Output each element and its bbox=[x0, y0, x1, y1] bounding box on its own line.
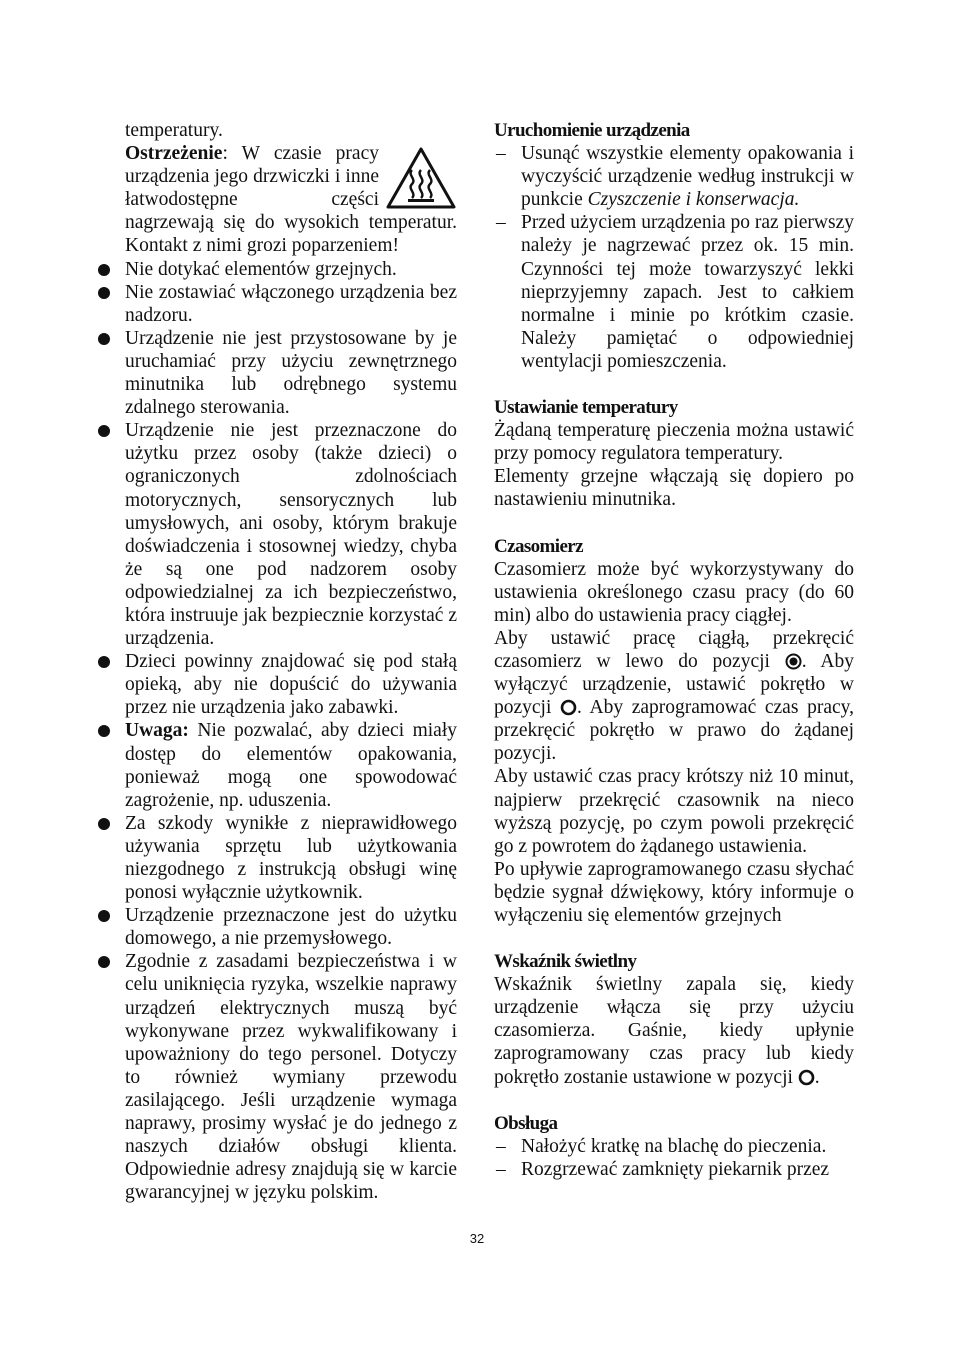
temperature-paragraph: Elementy grzejne włączają się dopiero po nastawieniu minutnika. bbox=[494, 466, 854, 511]
timer-text: . Aby wyłączyć urządzenie, ustawić pokrętło w pozycji bbox=[494, 650, 855, 719]
temperature-paragraph: Żądaną temperaturę pieczenia można ustawić przy pomocy regulatora temperatury. bbox=[494, 420, 854, 465]
left-column bbox=[125, 119, 457, 1204]
indicator-paragraph bbox=[494, 973, 854, 1088]
operation-heading: Obsługa bbox=[494, 1112, 558, 1134]
hot-surface-warning-icon bbox=[385, 146, 457, 210]
indicator-heading: Wskaźnik świetlny bbox=[494, 951, 637, 973]
list-item: – Rozgrzewać zamknięty piekarnik przez bbox=[494, 1158, 854, 1181]
cleaning-reference: Czyszczenie i konserwacja. bbox=[587, 189, 800, 211]
timer-paragraph: Czasomierz może być wykorzystywany do ustawienia określonego czasu pracy (do 60 min) albo do ustawienia pracy ciągłej. bbox=[494, 558, 854, 626]
timer-paragraph bbox=[494, 627, 854, 766]
list-item: Urządzenie nie jest przystosowane by je uruchamiać przy użyciu zewnętrznego minutnika lub odrębnego systemu zdalnego sterowania. bbox=[125, 327, 457, 419]
off-position-icon bbox=[560, 699, 577, 716]
timer-paragraph: Po upływie zaprogramowanego czasu słychać będzie sygnał dźwiękowy, który informuje o wyłączeniu się elementów grzejnych bbox=[494, 858, 854, 926]
warning-paragraph bbox=[125, 142, 457, 257]
list-item: Urządzenie przeznaczone jest do użytku domowego, a nie przemysłowego. bbox=[125, 905, 457, 950]
operation-list bbox=[494, 1135, 854, 1181]
list-item bbox=[494, 142, 854, 211]
timer-heading: Czasomierz bbox=[494, 535, 583, 557]
list-item: Nie zostawiać włączonego urządzenia bez nadzoru. bbox=[125, 281, 457, 326]
indicator-text: Wskaźnik świetlny zapala się, kiedy urządzenie włącza się przy użyciu czasomierza. Gaśnie, kiedy upłynie zaprogramowany czas pracy lub kiedy pokrętło zostanie ustawione w pozycji bbox=[494, 974, 854, 1088]
list-item: – Przed użyciem urządzenia po raz pierwszy należy je nagrzewać przez ok. 15 min. Czynności tej może towarzyszyć lekki nieprzyjemny zapach. Jest to całkiem normalne i minie po krótkim czasie. Należy pamiętać o odpowiedniej wentylacji pomieszczenia. bbox=[494, 211, 854, 373]
list-item: Urządzenie nie jest przeznaczone do użytku przez osoby (także dzieci) o ograniczonych zdolnościach motorycznych, sensorycznych lub umysłowych, ani osoby, którym brakuje doświadczenia i stosownej wiedzy, chyba że są one pod nadzorem osoby odpowiedzialnej za ich bezpieczeństwo, która instruuje jak bezpiecznie korzystać z urządzenia. bbox=[125, 420, 457, 650]
startup-list bbox=[494, 142, 854, 373]
timer-text: Aby ustawić pracę ciągłą, przekręcić czasomierz w lewo do pozycji bbox=[494, 627, 854, 672]
timer-text: . Aby zaprogramować czas pracy, przekręcić pokrętło w prawo do żądanej pozycji. bbox=[494, 697, 854, 765]
continuous-position-icon bbox=[785, 653, 802, 670]
warning-text: : W czasie pracy urządzenia jego drzwiczki i inne łatwodostępne części nagrzewają się do wysokich temperatur. Kontakt z nimi grozi poparzeniem! bbox=[125, 143, 457, 257]
startup-item-text: Usunąć wszystkie elementy opakowania i wyczyścić urządzenie według instrukcji w punkcie bbox=[521, 143, 854, 211]
startup-heading: Uruchomienie urządzenia bbox=[494, 120, 690, 141]
list-item bbox=[125, 719, 457, 811]
indicator-text: . bbox=[814, 1066, 820, 1088]
caution-label: Uwaga: bbox=[125, 720, 189, 742]
list-item: Nie dotykać elementów grzejnych. bbox=[125, 258, 457, 281]
safety-list bbox=[125, 258, 457, 1205]
intro-text: temperatury. bbox=[125, 120, 223, 141]
temperature-heading: Ustawianie temperatury bbox=[494, 397, 678, 419]
list-item: Dzieci powinny znajdować się pod stałą opieką, aby nie dopuścić do używania przez nie urządzenia jako zabawki. bbox=[125, 651, 457, 719]
off-position-icon bbox=[798, 1069, 815, 1086]
list-item: – Nałożyć kratkę na blachę do pieczenia. bbox=[494, 1135, 854, 1158]
page-number: 32 bbox=[469, 1231, 485, 1246]
timer-paragraph: Aby ustawić czas pracy krótszy niż 10 minut, najpierw przekręcić czasownik na nieco wyższą pozycję, po czym powoli przekręcić go z powrotem do żądanego ustawienia. bbox=[494, 766, 854, 857]
list-item: Za szkody wynikłe z nieprawidłowego używania sprzętu lub użytkowania niezgodnego z instrukcją obsługi winę ponosi wyłącznie użytkownik. bbox=[125, 812, 457, 904]
warning-label: Ostrzeżenie bbox=[125, 143, 223, 165]
caution-text: Nie pozwalać, aby dzieci miały dostęp do elementów opakowania, ponieważ mogą one spowodować zagrożenie, np. uduszenia. bbox=[125, 720, 457, 811]
right-column bbox=[494, 119, 854, 1181]
list-item: Zgodnie z zasadami bezpieczeństwa i w celu uniknięcia ryzyka, wszelkie naprawy urządzeń elektrycznych muszą być wykonywane przez wykwalifikowany i upoważniony do tego personel. Dotyczy to również wymiany przewodu zasilającego. Jeśli urządzenie wymaga naprawy, prosimy wysłać je do jednego z naszych działów obsługi klienta. Odpowiednie adresy znajdują się w karcie gwarancyjnej w języku polskim. bbox=[125, 951, 457, 1204]
